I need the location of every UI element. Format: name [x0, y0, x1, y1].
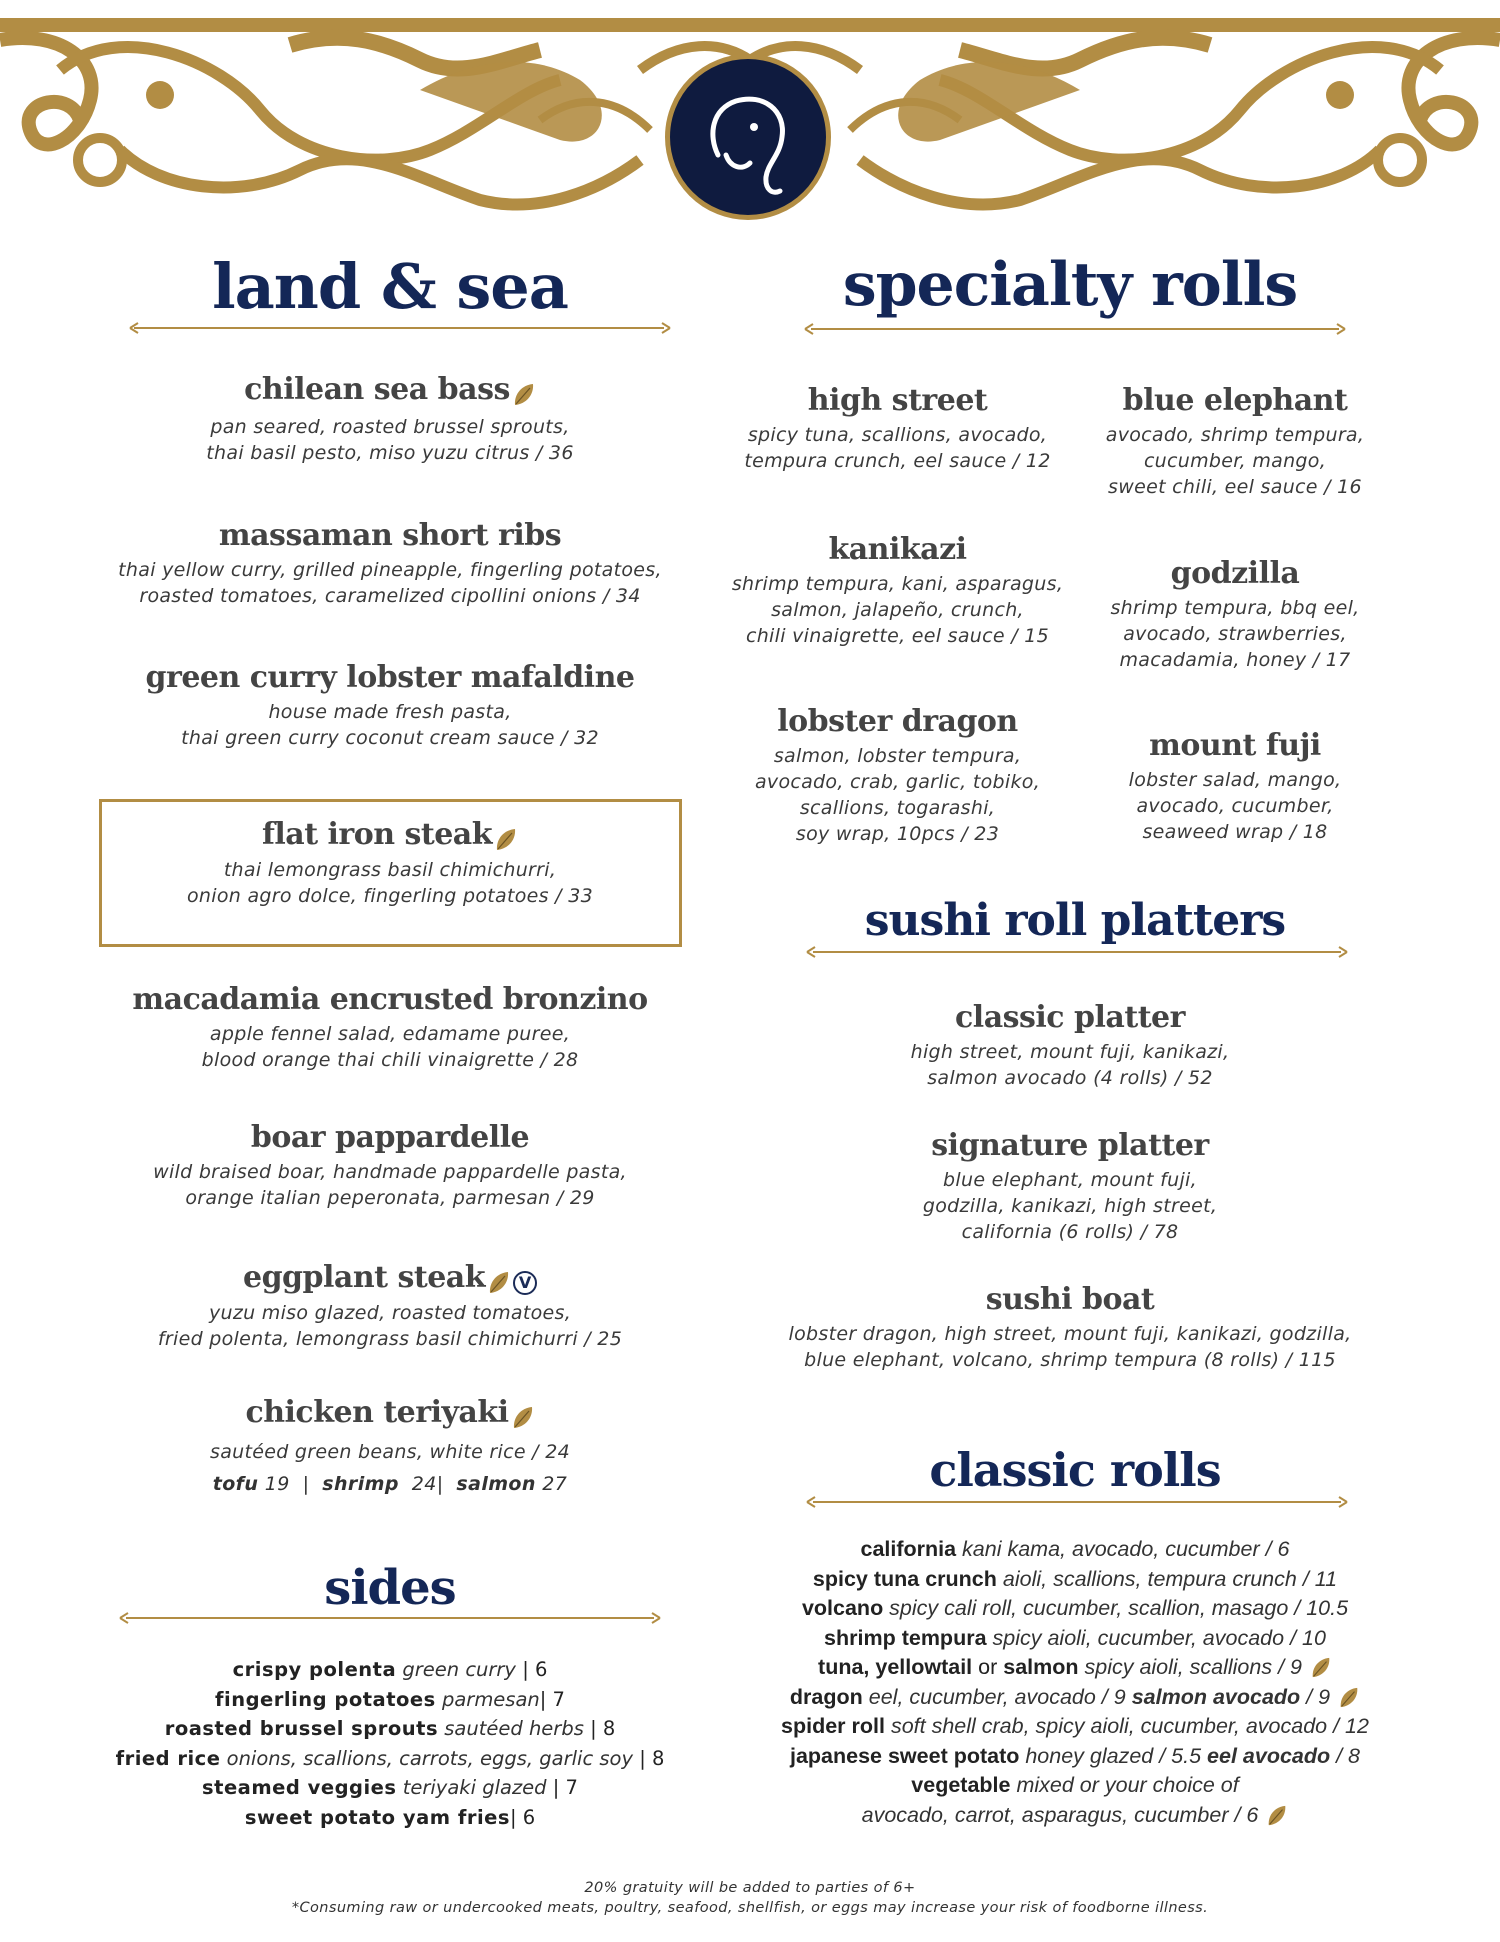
- item-desc: lobster salad, mango,: [1128, 769, 1342, 791]
- item-desc: avocado, crab, garlic, tobiko,: [754, 771, 1041, 793]
- elephant-trunk-icon: [670, 59, 826, 215]
- sides-list: [90, 1655, 690, 1832]
- roll-or: or: [972, 1655, 1004, 1679]
- gratuity-note: 20% gratuity will be added to parties of 6+: [584, 1880, 916, 1896]
- item-desc: house made fresh pasta,: [268, 701, 512, 723]
- side-desc: parmesan: [441, 1687, 540, 1711]
- item-desc: tempura crunch, eel sauce / 12: [744, 450, 1051, 472]
- land-sea-divider: [128, 320, 672, 336]
- item-name: boar pappardelle: [250, 1120, 530, 1155]
- sides-title: sides: [324, 1560, 456, 1616]
- menu-item-chicken-teriyaki: [100, 1395, 680, 1495]
- list-item: [90, 1685, 690, 1715]
- item-name: kanikazi: [828, 532, 967, 567]
- item-name: green curry lobster mafaldine: [145, 660, 635, 695]
- list-item: [730, 1742, 1420, 1772]
- item-desc: blue elephant, volcano, shrimp tempura (8 rolls) / 115: [804, 1349, 1336, 1371]
- platter-classic: [790, 1000, 1350, 1091]
- item-desc: california (6 rolls) / 78: [961, 1221, 1179, 1243]
- item-desc: soy wrap, 10pcs / 23: [795, 823, 1000, 845]
- item-desc: orange italian peperonata, parmesan / 29: [185, 1187, 595, 1209]
- item-desc: high street, mount fuji, kanikazi,: [910, 1041, 1230, 1063]
- item-desc: onion agro dolce, fingerling potatoes / 33: [187, 884, 593, 907]
- item-name: massaman short ribs: [218, 518, 562, 553]
- roll-high-street: [720, 383, 1075, 474]
- leaf-icon: [1266, 1804, 1288, 1828]
- roll-name: eel avocado: [1207, 1743, 1331, 1768]
- item-desc: spicy tuna, scallions, avocado,: [747, 424, 1048, 446]
- roll-desc: avocado, carrot, asparagus, cucumber / 6: [861, 1802, 1259, 1827]
- item-desc: wild braised boar, handmade pappardelle pasta,: [153, 1161, 627, 1183]
- roll-name: vegetable: [911, 1773, 1011, 1797]
- item-desc: salmon, jalapeño, crunch,: [771, 599, 1024, 621]
- item-desc: chili vinaigrette, eel sauce / 15: [745, 625, 1050, 647]
- item-desc: sweet chili, eel sauce / 16: [1108, 476, 1362, 498]
- specialty-rolls-title: specialty rolls: [842, 250, 1298, 320]
- roll-desc: mixed or your choice of: [1010, 1773, 1239, 1797]
- side-desc: green curry: [402, 1658, 516, 1681]
- roll-mount-fuji: [1085, 728, 1385, 845]
- leaf-icon: [1338, 1686, 1360, 1710]
- item-name: signature platter: [931, 1128, 1209, 1163]
- roll-name: salmon avocado: [1131, 1684, 1301, 1709]
- roll-desc: spicy aioli, scallions / 9: [1078, 1655, 1302, 1679]
- item-desc: salmon, lobster tempura,: [773, 745, 1022, 767]
- protein-salmon: salmon: [456, 1472, 536, 1495]
- item-name: classic platter: [955, 1000, 1185, 1035]
- side-name: fried rice: [115, 1746, 221, 1770]
- menu-item-eggplant-steak: [100, 1260, 680, 1352]
- list-item: [730, 1594, 1420, 1624]
- menu-item-green-curry-lobster: [100, 660, 680, 751]
- item-name: chilean sea bass: [244, 372, 510, 407]
- item-desc: shrimp tempura, bbq eel,: [1110, 597, 1360, 619]
- roll-name: california: [860, 1537, 957, 1561]
- side-price: | 6: [522, 1658, 548, 1681]
- roll-name: spider roll: [781, 1714, 885, 1738]
- logo: [665, 54, 831, 220]
- side-name: crispy polenta: [232, 1658, 397, 1681]
- roll-desc: / 9: [1300, 1684, 1331, 1709]
- list-item: [730, 1653, 1420, 1683]
- list-item: [730, 1771, 1420, 1801]
- item-desc: scallions, togarashi,: [799, 797, 996, 819]
- roll-kanikazi: [720, 532, 1075, 649]
- roll-name: tuna, yellowtail: [818, 1655, 973, 1679]
- roll-desc: aioli, scallions, tempura crunch / 11: [996, 1566, 1338, 1591]
- protein-tofu: tofu: [212, 1472, 259, 1495]
- item-desc: cucumber, mango,: [1143, 450, 1327, 472]
- specialty-divider: [803, 321, 1347, 337]
- roll-godzilla: [1085, 556, 1385, 673]
- platters-divider: [805, 944, 1349, 960]
- side-price: | 7: [539, 1687, 565, 1711]
- separator: |: [302, 1472, 310, 1495]
- menu-item-bronzino: [100, 982, 680, 1073]
- menu-item-massaman-short-ribs: [100, 518, 680, 609]
- price-shrimp: 24|: [411, 1472, 444, 1495]
- sides-divider: [118, 1610, 662, 1626]
- item-desc: blood orange thai chili vinaigrette / 28: [201, 1049, 579, 1071]
- price-tofu: 19: [264, 1472, 290, 1495]
- item-name: high street: [807, 383, 988, 418]
- protein-options: [100, 1473, 680, 1495]
- side-price: | 7: [552, 1776, 578, 1799]
- roll-name: shrimp tempura: [824, 1625, 987, 1650]
- item-name: godzilla: [1170, 556, 1300, 591]
- item-desc: seaweed wrap / 18: [1142, 821, 1328, 843]
- roll-desc: honey glazed / 5.5: [1019, 1743, 1208, 1768]
- roll-name: spicy tuna crunch: [812, 1566, 997, 1591]
- item-desc: shrimp tempura, kani, asparagus,: [731, 573, 1064, 595]
- roll-name: salmon: [1003, 1655, 1079, 1679]
- leaf-icon: [511, 1405, 535, 1431]
- side-name: steamed veggies: [202, 1776, 397, 1799]
- item-name: sushi boat: [985, 1282, 1155, 1317]
- leaf-icon: [512, 382, 536, 408]
- item-desc: avocado, cucumber,: [1136, 795, 1334, 817]
- side-price: | 8: [639, 1746, 665, 1770]
- item-desc: avocado, strawberries,: [1123, 623, 1347, 645]
- list-item: [730, 1565, 1420, 1595]
- list-item: [730, 1535, 1420, 1565]
- classic-divider: [805, 1494, 1349, 1510]
- item-desc: macadamia, honey / 17: [1119, 649, 1351, 671]
- item-name: flat iron steak: [261, 817, 493, 852]
- list-item: [90, 1655, 690, 1685]
- list-item: [90, 1744, 690, 1774]
- leaf-icon: [494, 827, 518, 853]
- item-name: lobster dragon: [777, 704, 1018, 739]
- roll-blue-elephant: [1085, 383, 1385, 500]
- item-desc: godzilla, kanikazi, high street,: [922, 1195, 1218, 1217]
- item-desc: thai green curry coconut cream sauce / 32: [181, 727, 599, 749]
- roll-desc: spicy aioli, cucumber, avocado / 10: [986, 1625, 1326, 1650]
- list-item: [730, 1624, 1420, 1654]
- roll-desc: spicy cali roll, cucumber, scallion, masago / 10.5: [883, 1596, 1349, 1620]
- health-disclaimer: *Consuming raw or undercooked meats, poultry, seafood, shellfish, or eggs may increase your risk of foodborne illness.: [291, 1900, 1209, 1916]
- platter-sushi-boat: [770, 1282, 1370, 1373]
- list-item: [90, 1773, 690, 1803]
- roll-name: volcano: [801, 1596, 884, 1620]
- roll-name: japanese sweet potato: [789, 1743, 1020, 1768]
- side-desc: sautéed herbs: [444, 1717, 584, 1740]
- list-item: [90, 1803, 690, 1833]
- item-desc: blue elephant, mount fuji,: [943, 1169, 1197, 1191]
- item-desc: yuzu miso glazed, roasted tomatoes,: [208, 1301, 572, 1324]
- item-name: mount fuji: [1149, 728, 1321, 763]
- item-name: blue elephant: [1122, 383, 1348, 418]
- side-name: sweet potato yam fries: [244, 1805, 510, 1829]
- item-desc: thai basil pesto, miso yuzu citrus / 36: [206, 441, 574, 464]
- item-desc: thai lemongrass basil chimichurri,: [223, 858, 557, 881]
- list-item: [730, 1801, 1420, 1831]
- menu-item-flat-iron-steak: [100, 817, 680, 909]
- item-name: eggplant steak: [242, 1260, 486, 1295]
- side-desc: onions, scallions, carrots, eggs, garlic soy: [226, 1746, 633, 1770]
- item-desc: fried polenta, lemongrass basil chimichurri / 25: [157, 1327, 623, 1350]
- side-name: roasted brussel sprouts: [164, 1717, 439, 1740]
- side-desc: teriyaki glazed: [402, 1776, 547, 1799]
- protein-shrimp: shrimp: [322, 1472, 399, 1495]
- item-desc: sautéed green beans, white rice / 24: [210, 1440, 570, 1463]
- menu-item-chilean-sea-bass: [100, 372, 680, 466]
- list-item: [90, 1714, 690, 1744]
- roll-name: dragon: [789, 1684, 863, 1709]
- item-desc: avocado, shrimp tempura,: [1105, 424, 1365, 446]
- side-name: fingerling potatoes: [215, 1687, 436, 1711]
- list-item: [730, 1712, 1420, 1742]
- item-desc: lobster dragon, high street, mount fuji, kanikazi, godzilla,: [788, 1323, 1352, 1345]
- menu-item-boar-pappardelle: [100, 1120, 680, 1211]
- roll-lobster-dragon: [720, 704, 1075, 847]
- platter-signature: [790, 1128, 1350, 1245]
- item-desc: salmon avocado (4 rolls) / 52: [927, 1067, 1213, 1089]
- leaf-icon: [487, 1270, 511, 1296]
- item-desc: apple fennel salad, edamame puree,: [209, 1023, 571, 1045]
- roll-desc: soft shell crab, spicy aioli, cucumber, avocado / 12: [884, 1714, 1369, 1738]
- vegan-icon: V: [513, 1271, 537, 1295]
- item-name: chicken teriyaki: [245, 1395, 509, 1430]
- item-name: macadamia encrusted bronzino: [132, 982, 648, 1017]
- roll-desc: kani kama, avocado, cucumber / 6: [956, 1537, 1290, 1561]
- side-price: | 6: [509, 1805, 536, 1829]
- item-desc: pan seared, roasted brussel sprouts,: [210, 415, 570, 438]
- platters-title: sushi roll platters: [864, 895, 1286, 946]
- item-desc: thai yellow curry, grilled pineapple, fingerling potatoes,: [118, 559, 662, 581]
- classic-rolls-title: classic rolls: [929, 1443, 1221, 1497]
- side-price: | 8: [590, 1717, 616, 1740]
- item-desc: roasted tomatoes, caramelized cipollini onions / 34: [139, 585, 641, 607]
- classic-rolls-list: [730, 1535, 1420, 1830]
- land-sea-title: land & sea: [212, 250, 568, 323]
- roll-desc: / 8: [1330, 1743, 1361, 1768]
- roll-desc: eel, cucumber, avocado / 9: [862, 1684, 1132, 1709]
- price-salmon: 27: [542, 1472, 568, 1495]
- list-item: [730, 1683, 1420, 1713]
- leaf-icon: [1310, 1656, 1332, 1680]
